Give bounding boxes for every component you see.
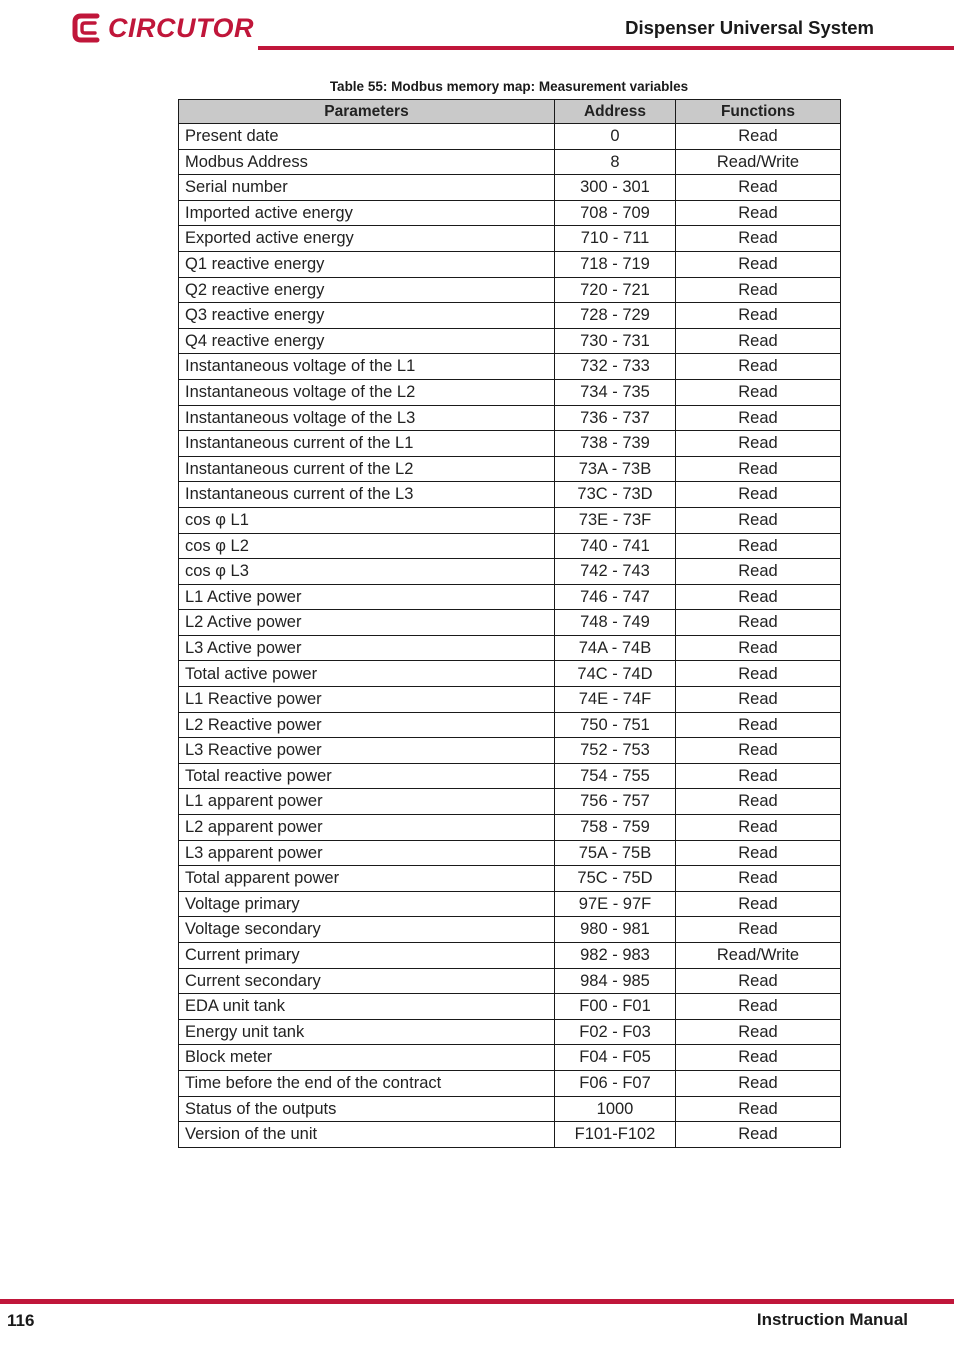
address-cell: 980 - 981 bbox=[555, 917, 676, 943]
function-cell: Read/Write bbox=[676, 149, 841, 175]
table-row bbox=[179, 712, 841, 738]
function-cell: Read bbox=[676, 584, 841, 610]
table-row bbox=[179, 789, 841, 815]
address-cell: 754 - 755 bbox=[555, 763, 676, 789]
column-header-parameters: Parameters bbox=[179, 100, 555, 124]
function-cell: Read bbox=[676, 661, 841, 687]
table-row bbox=[179, 584, 841, 610]
document-title: Dispenser Universal System bbox=[625, 17, 874, 38]
table-row bbox=[179, 226, 841, 252]
parameter-cell: L2 Reactive power bbox=[179, 712, 555, 738]
table-row bbox=[179, 431, 841, 457]
parameter-cell: Q4 reactive energy bbox=[179, 328, 555, 354]
function-cell: Read bbox=[676, 379, 841, 405]
parameter-cell: Instantaneous voltage of the L1 bbox=[179, 354, 555, 380]
function-cell: Read bbox=[676, 763, 841, 789]
address-cell: 75C - 75D bbox=[555, 866, 676, 892]
parameter-cell: EDA unit tank bbox=[179, 994, 555, 1020]
parameter-cell: L3 Reactive power bbox=[179, 738, 555, 764]
function-cell: Read/Write bbox=[676, 943, 841, 969]
table-row bbox=[179, 738, 841, 764]
table-row bbox=[179, 482, 841, 508]
table-body bbox=[179, 124, 841, 1148]
address-cell: 718 - 719 bbox=[555, 251, 676, 277]
function-cell: Read bbox=[676, 200, 841, 226]
parameter-cell: Q2 reactive energy bbox=[179, 277, 555, 303]
parameter-cell: Voltage primary bbox=[179, 891, 555, 917]
address-cell: 720 - 721 bbox=[555, 277, 676, 303]
table-row bbox=[179, 533, 841, 559]
address-cell: 300 - 301 bbox=[555, 175, 676, 201]
function-cell: Read bbox=[676, 175, 841, 201]
modbus-memory-map-table bbox=[178, 99, 841, 1148]
parameter-cell: Voltage secondary bbox=[179, 917, 555, 943]
function-cell: Read bbox=[676, 917, 841, 943]
function-cell: Read bbox=[676, 866, 841, 892]
table-row bbox=[179, 1096, 841, 1122]
function-cell: Read bbox=[676, 968, 841, 994]
address-cell: F101-F102 bbox=[555, 1122, 676, 1148]
table-row bbox=[179, 917, 841, 943]
table-row bbox=[179, 354, 841, 380]
parameter-cell: Present date bbox=[179, 124, 555, 150]
parameter-cell: Current secondary bbox=[179, 968, 555, 994]
brand-logo bbox=[70, 10, 254, 46]
address-cell: 730 - 731 bbox=[555, 328, 676, 354]
circutor-c-logo-icon bbox=[70, 11, 104, 45]
table-row bbox=[179, 456, 841, 482]
table-row bbox=[179, 1070, 841, 1096]
parameter-cell: Block meter bbox=[179, 1045, 555, 1071]
parameter-cell: Q3 reactive energy bbox=[179, 303, 555, 329]
table-row bbox=[179, 610, 841, 636]
table-row bbox=[179, 815, 841, 841]
table-row bbox=[179, 1019, 841, 1045]
address-cell: 742 - 743 bbox=[555, 559, 676, 585]
parameter-cell: Current primary bbox=[179, 943, 555, 969]
address-cell: 73E - 73F bbox=[555, 507, 676, 533]
address-cell: 740 - 741 bbox=[555, 533, 676, 559]
table-header-row bbox=[179, 100, 841, 124]
parameter-cell: Instantaneous voltage of the L3 bbox=[179, 405, 555, 431]
function-cell: Read bbox=[676, 456, 841, 482]
table-row bbox=[179, 1122, 841, 1148]
table-row bbox=[179, 405, 841, 431]
parameter-cell: L3 Active power bbox=[179, 635, 555, 661]
parameter-cell: Q1 reactive energy bbox=[179, 251, 555, 277]
function-cell: Read bbox=[676, 1096, 841, 1122]
parameter-cell: Instantaneous voltage of the L2 bbox=[179, 379, 555, 405]
parameter-cell: Total reactive power bbox=[179, 763, 555, 789]
function-cell: Read bbox=[676, 738, 841, 764]
function-cell: Read bbox=[676, 533, 841, 559]
address-cell: 75A - 75B bbox=[555, 840, 676, 866]
parameter-cell: Imported active energy bbox=[179, 200, 555, 226]
table-row bbox=[179, 1045, 841, 1071]
address-cell: 734 - 735 bbox=[555, 379, 676, 405]
table-caption: Table 55: Modbus memory map: Measurement variables bbox=[329, 79, 689, 94]
address-cell: F02 - F03 bbox=[555, 1019, 676, 1045]
parameter-cell: Version of the unit bbox=[179, 1122, 555, 1148]
table-row bbox=[179, 379, 841, 405]
function-cell: Read bbox=[676, 1045, 841, 1071]
table-row bbox=[179, 994, 841, 1020]
table-row bbox=[179, 891, 841, 917]
address-cell: 736 - 737 bbox=[555, 405, 676, 431]
function-cell: Read bbox=[676, 635, 841, 661]
address-cell: 8 bbox=[555, 149, 676, 175]
table-row bbox=[179, 943, 841, 969]
parameter-cell: Instantaneous current of the L1 bbox=[179, 431, 555, 457]
function-cell: Read bbox=[676, 559, 841, 585]
parameter-cell: L2 Active power bbox=[179, 610, 555, 636]
table-row bbox=[179, 840, 841, 866]
address-cell: 97E - 97F bbox=[555, 891, 676, 917]
address-cell: 710 - 711 bbox=[555, 226, 676, 252]
parameter-cell: L1 apparent power bbox=[179, 789, 555, 815]
table-row bbox=[179, 866, 841, 892]
logo-wordmark: CIRCUTOR bbox=[108, 12, 255, 43]
function-cell: Read bbox=[676, 482, 841, 508]
function-cell: Read bbox=[676, 815, 841, 841]
parameter-cell: Instantaneous current of the L3 bbox=[179, 482, 555, 508]
parameter-cell: Energy unit tank bbox=[179, 1019, 555, 1045]
address-cell: 756 - 757 bbox=[555, 789, 676, 815]
function-cell: Read bbox=[676, 789, 841, 815]
address-cell: 73C - 73D bbox=[555, 482, 676, 508]
parameter-cell: L2 apparent power bbox=[179, 815, 555, 841]
address-cell: 1000 bbox=[555, 1096, 676, 1122]
function-cell: Read bbox=[676, 405, 841, 431]
parameter-cell: L3 apparent power bbox=[179, 840, 555, 866]
address-cell: F04 - F05 bbox=[555, 1045, 676, 1071]
address-cell: 728 - 729 bbox=[555, 303, 676, 329]
parameter-cell: Total active power bbox=[179, 661, 555, 687]
table-row bbox=[179, 251, 841, 277]
table-row bbox=[179, 303, 841, 329]
page-number: 116 bbox=[7, 1311, 35, 1330]
table-row bbox=[179, 763, 841, 789]
footer-rule bbox=[0, 1299, 954, 1304]
function-cell: Read bbox=[676, 507, 841, 533]
address-cell: F00 - F01 bbox=[555, 994, 676, 1020]
table-row bbox=[179, 507, 841, 533]
address-cell: 752 - 753 bbox=[555, 738, 676, 764]
table-row bbox=[179, 687, 841, 713]
address-cell: 0 bbox=[555, 124, 676, 150]
column-header-address: Address bbox=[555, 100, 676, 124]
parameter-cell: Total apparent power bbox=[179, 866, 555, 892]
address-cell: 74C - 74D bbox=[555, 661, 676, 687]
function-cell: Read bbox=[676, 712, 841, 738]
parameter-cell: Modbus Address bbox=[179, 149, 555, 175]
parameter-cell: L1 Active power bbox=[179, 584, 555, 610]
function-cell: Read bbox=[676, 226, 841, 252]
address-cell: 74A - 74B bbox=[555, 635, 676, 661]
address-cell: F06 - F07 bbox=[555, 1070, 676, 1096]
function-cell: Read bbox=[676, 277, 841, 303]
parameter-cell: Status of the outputs bbox=[179, 1096, 555, 1122]
table-row bbox=[179, 661, 841, 687]
parameter-cell: Time before the end of the contract bbox=[179, 1070, 555, 1096]
parameter-cell: cos φ L1 bbox=[179, 507, 555, 533]
address-cell: 748 - 749 bbox=[555, 610, 676, 636]
table-row bbox=[179, 149, 841, 175]
function-cell: Read bbox=[676, 840, 841, 866]
table-row bbox=[179, 328, 841, 354]
address-cell: 74E - 74F bbox=[555, 687, 676, 713]
parameter-cell: cos φ L2 bbox=[179, 533, 555, 559]
parameter-cell: Exported active energy bbox=[179, 226, 555, 252]
function-cell: Read bbox=[676, 354, 841, 380]
table-row bbox=[179, 559, 841, 585]
column-header-functions: Functions bbox=[676, 100, 841, 124]
address-cell: 708 - 709 bbox=[555, 200, 676, 226]
parameter-cell: cos φ L3 bbox=[179, 559, 555, 585]
address-cell: 732 - 733 bbox=[555, 354, 676, 380]
address-cell: 984 - 985 bbox=[555, 968, 676, 994]
function-cell: Read bbox=[676, 891, 841, 917]
footer-manual-title: Instruction Manual bbox=[756, 1310, 908, 1329]
address-cell: 73A - 73B bbox=[555, 456, 676, 482]
address-cell: 758 - 759 bbox=[555, 815, 676, 841]
table-row bbox=[179, 124, 841, 150]
function-cell: Read bbox=[676, 687, 841, 713]
address-cell: 750 - 751 bbox=[555, 712, 676, 738]
function-cell: Read bbox=[676, 610, 841, 636]
header-rule bbox=[258, 46, 954, 50]
parameter-cell: Serial number bbox=[179, 175, 555, 201]
table-row bbox=[179, 968, 841, 994]
function-cell: Read bbox=[676, 1019, 841, 1045]
address-cell: 746 - 747 bbox=[555, 584, 676, 610]
table-row bbox=[179, 175, 841, 201]
table-row bbox=[179, 635, 841, 661]
parameter-cell: L1 Reactive power bbox=[179, 687, 555, 713]
function-cell: Read bbox=[676, 124, 841, 150]
function-cell: Read bbox=[676, 1122, 841, 1148]
function-cell: Read bbox=[676, 431, 841, 457]
table-row bbox=[179, 200, 841, 226]
address-cell: 982 - 983 bbox=[555, 943, 676, 969]
address-cell: 738 - 739 bbox=[555, 431, 676, 457]
function-cell: Read bbox=[676, 1070, 841, 1096]
table-row bbox=[179, 277, 841, 303]
function-cell: Read bbox=[676, 328, 841, 354]
function-cell: Read bbox=[676, 303, 841, 329]
function-cell: Read bbox=[676, 251, 841, 277]
function-cell: Read bbox=[676, 994, 841, 1020]
parameter-cell: Instantaneous current of the L2 bbox=[179, 456, 555, 482]
